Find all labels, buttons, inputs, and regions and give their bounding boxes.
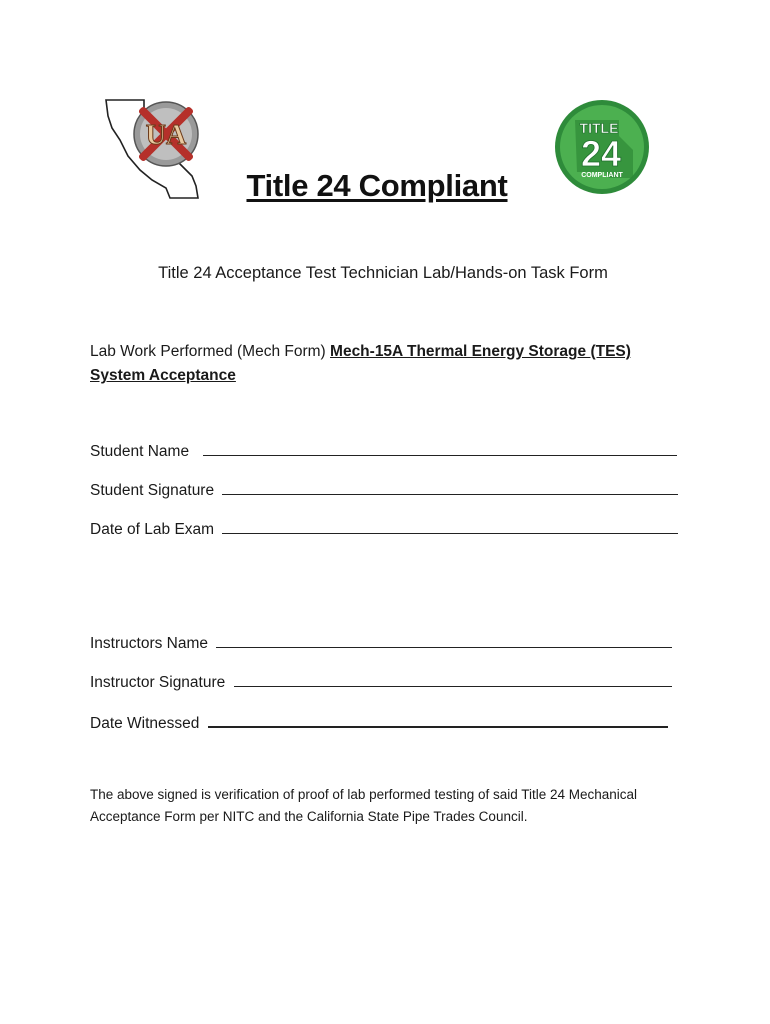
instructors-name-field[interactable] (90, 634, 672, 653)
date-witnessed-label: Date Witnessed (90, 715, 200, 732)
date-of-lab-exam-field[interactable] (90, 520, 678, 539)
student-signature-label: Student Signature (90, 482, 215, 499)
instructors-name-line[interactable] (216, 634, 672, 648)
badge-bottom-text: COMPLIANT (581, 172, 623, 179)
verification-note: The above signed is verification of proof of lab performed testing of said Title 24 Mechanical Acceptance Form per NITC and the California State Pipe Trades Council. (90, 787, 638, 824)
date-witnessed-line[interactable] (208, 713, 668, 728)
badge-top-text: TITLE (579, 120, 619, 136)
page-title: Title 24 Compliant (246, 168, 508, 203)
date-of-lab-exam-label: Date of Lab Exam (90, 521, 215, 538)
badge-number-text: 24 (580, 133, 622, 174)
lab-work-form-name: Mech-15A Thermal Energy Storage (TES) System Acceptance (90, 343, 631, 384)
lab-work-label: Lab Work Performed (Mech Form) (90, 343, 326, 360)
student-signature-line[interactable] (222, 481, 678, 495)
lab-work-line (90, 340, 670, 388)
form-subtitle: Title 24 Acceptance Test Technician Lab/Hands-on Task Form (158, 264, 608, 282)
student-name-line[interactable] (203, 442, 677, 456)
instructor-signature-field[interactable] (90, 673, 672, 692)
logo-left-letters: UA (145, 120, 187, 151)
instructors-name-label: Instructors Name (90, 635, 209, 652)
instructor-signature-label: Instructor Signature (90, 674, 226, 691)
date-witnessed-field[interactable] (90, 713, 668, 733)
date-of-lab-exam-line[interactable] (222, 520, 678, 534)
instructor-signature-line[interactable] (234, 673, 672, 687)
student-signature-field[interactable] (90, 481, 678, 500)
student-name-label: Student Name (90, 443, 190, 460)
student-name-field[interactable] (90, 442, 677, 461)
